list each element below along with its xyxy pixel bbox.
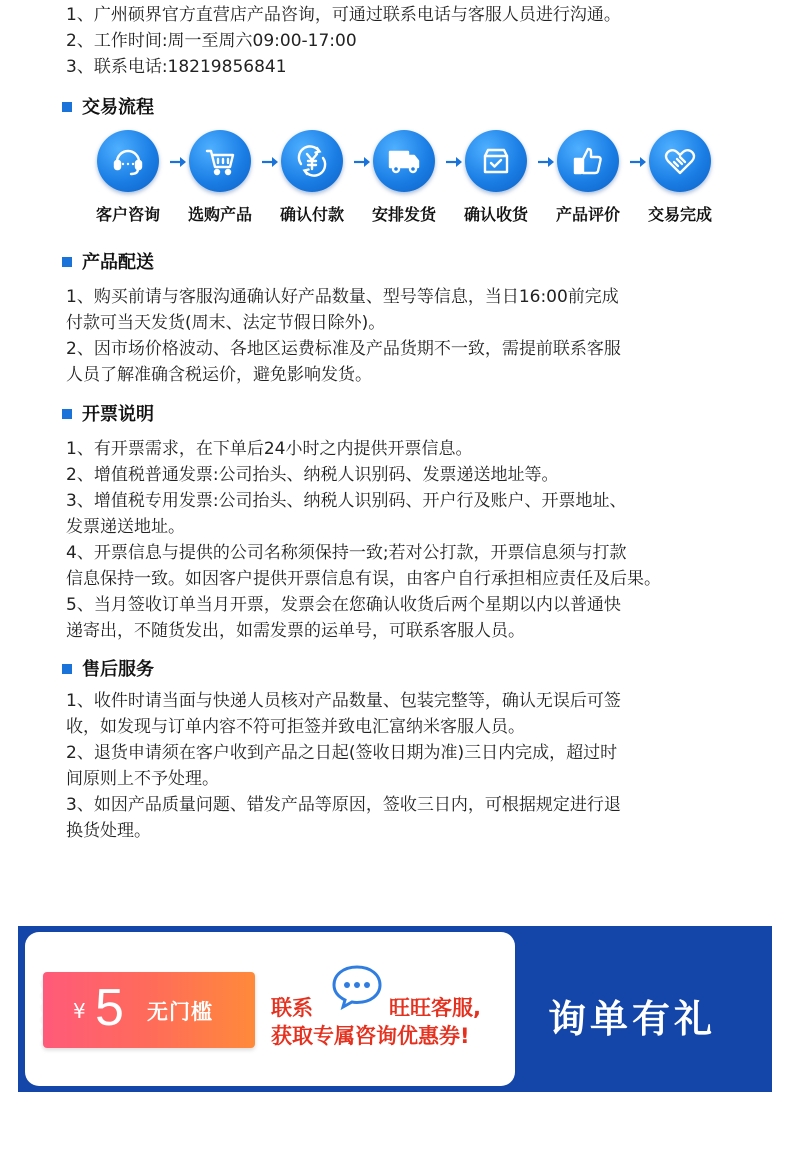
flow-step-shipping xyxy=(364,130,444,225)
flow-step-label: 确认付款 xyxy=(279,205,344,224)
flow-step-label: 确认收货 xyxy=(463,205,528,224)
flow-step-receive xyxy=(456,130,536,225)
intro-line: 3、联系电话:18219856841 xyxy=(66,57,287,77)
handshake-icon xyxy=(649,130,711,192)
intro-line: 1、广州硕界官方直营店产品咨询，可通过联系电话与客服人员进行沟通。 xyxy=(66,5,621,25)
section-title-text: 售后服务 xyxy=(82,659,154,680)
text-line: 2、增值税普通发票:公司抬头、纳税人识别码、发票递送地址等。 xyxy=(66,465,559,485)
text-line: 1、购买前请与客服沟通确认好产品数量、型号等信息，当日16:00前完成 xyxy=(66,287,619,307)
text-line: 4、开票信息与提供的公司名称须保持一致;若对公打款，开票信息须与打款 xyxy=(66,543,627,563)
flow-step-review xyxy=(548,130,628,225)
coupon-edge xyxy=(38,972,48,1048)
promo-banner[interactable] xyxy=(18,926,772,1092)
cart-icon xyxy=(189,130,251,192)
section-title-shipping xyxy=(62,251,154,275)
intro-line: 2、工作时间:周一至周六09:00-17:00 xyxy=(66,31,357,51)
text-line: 人员了解准确含税运价，避免影响发货。 xyxy=(66,365,372,385)
invoice-text xyxy=(66,436,776,644)
flow-step-label: 安排发货 xyxy=(371,205,436,224)
headset-icon xyxy=(97,130,159,192)
text-line: 3、如因产品质量问题、错发产品等原因，签收三日内，可根据规定进行退 xyxy=(66,795,621,815)
text-line: 间原则上不予处理。 xyxy=(66,769,219,789)
text-line: 收，如发现与订单内容不符可拒签并致电汇富纳米客服人员。 xyxy=(66,717,525,737)
truck-icon xyxy=(373,130,435,192)
text-line: 发票递送地址。 xyxy=(66,517,185,537)
coupon-text: 无门槛 xyxy=(147,1000,213,1024)
flow-step-label: 交易完成 xyxy=(647,205,712,224)
yen-coin-icon xyxy=(281,130,343,192)
flow-step-label: 选购产品 xyxy=(187,205,252,224)
chat-bubble-icon xyxy=(331,964,383,1014)
coupon-value: 5 xyxy=(95,979,124,1037)
flow-step-complete xyxy=(640,130,720,225)
promo-card[interactable] xyxy=(25,932,515,1086)
flow-step-select xyxy=(180,130,260,225)
trade-flow xyxy=(88,130,728,230)
promo-line2: 获取专属咨询优惠券! xyxy=(271,1024,470,1048)
text-line: 2、退货申请须在客户收到产品之日起(签收日期为准)三日内完成，超过时 xyxy=(66,743,618,763)
square-bullet-icon xyxy=(62,257,72,267)
section-title-flow xyxy=(62,96,154,120)
thumbs-up-icon xyxy=(557,130,619,192)
flow-step-label: 产品评价 xyxy=(555,205,620,224)
coupon[interactable] xyxy=(43,972,255,1048)
section-title-invoice xyxy=(62,403,154,427)
text-line: 付款可当天发货(周末、法定节假日除外)。 xyxy=(66,313,386,333)
section-title-text: 产品配送 xyxy=(82,252,154,273)
text-line: 换货处理。 xyxy=(66,821,151,841)
coupon-currency: ¥ xyxy=(73,999,86,1023)
square-bullet-icon xyxy=(62,664,72,674)
square-bullet-icon xyxy=(62,102,72,112)
aftersale-text xyxy=(66,688,776,844)
package-icon xyxy=(465,130,527,192)
section-title-text: 交易流程 xyxy=(82,97,154,118)
text-line: 5、当月签收订单当月开票，发票会在您确认收货后两个星期以内以普通快 xyxy=(66,595,621,615)
shipping-text xyxy=(66,284,776,388)
square-bullet-icon xyxy=(62,409,72,419)
text-line: 信息保持一致。如因客户提供开票信息有误，由客户自行承担相应责任及后果。 xyxy=(66,569,661,589)
section-title-text: 开票说明 xyxy=(82,404,154,425)
section-title-aftersale xyxy=(62,658,154,682)
text-line: 递寄出，不随货发出，如需发票的运单号，可联系客服人员。 xyxy=(66,621,525,641)
promo-word-service: 旺旺客服, xyxy=(389,996,481,1020)
text-line: 2、因市场价格波动、各地区运费标准及产品货期不一致，需提前联系客服 xyxy=(66,339,621,359)
text-line: 3、增值税专用发票:公司抬头、纳税人识别码、开户行及账户、开票地址、 xyxy=(66,491,627,511)
text-line: 1、收件时请当面与快递人员核对产品数量、包装完整等，确认无误后可签 xyxy=(66,691,621,711)
cta-inquiry-gift[interactable]: 询单有礼 xyxy=(548,997,717,1041)
promo-word-contact: 联系 xyxy=(271,996,313,1020)
text-line: 1、有开票需求，在下单后24小时之内提供开票信息。 xyxy=(66,439,473,459)
flow-step-payment xyxy=(272,130,352,225)
flow-step-consult xyxy=(88,130,168,225)
intro-text xyxy=(66,2,776,80)
flow-step-label: 客户咨询 xyxy=(95,205,160,224)
